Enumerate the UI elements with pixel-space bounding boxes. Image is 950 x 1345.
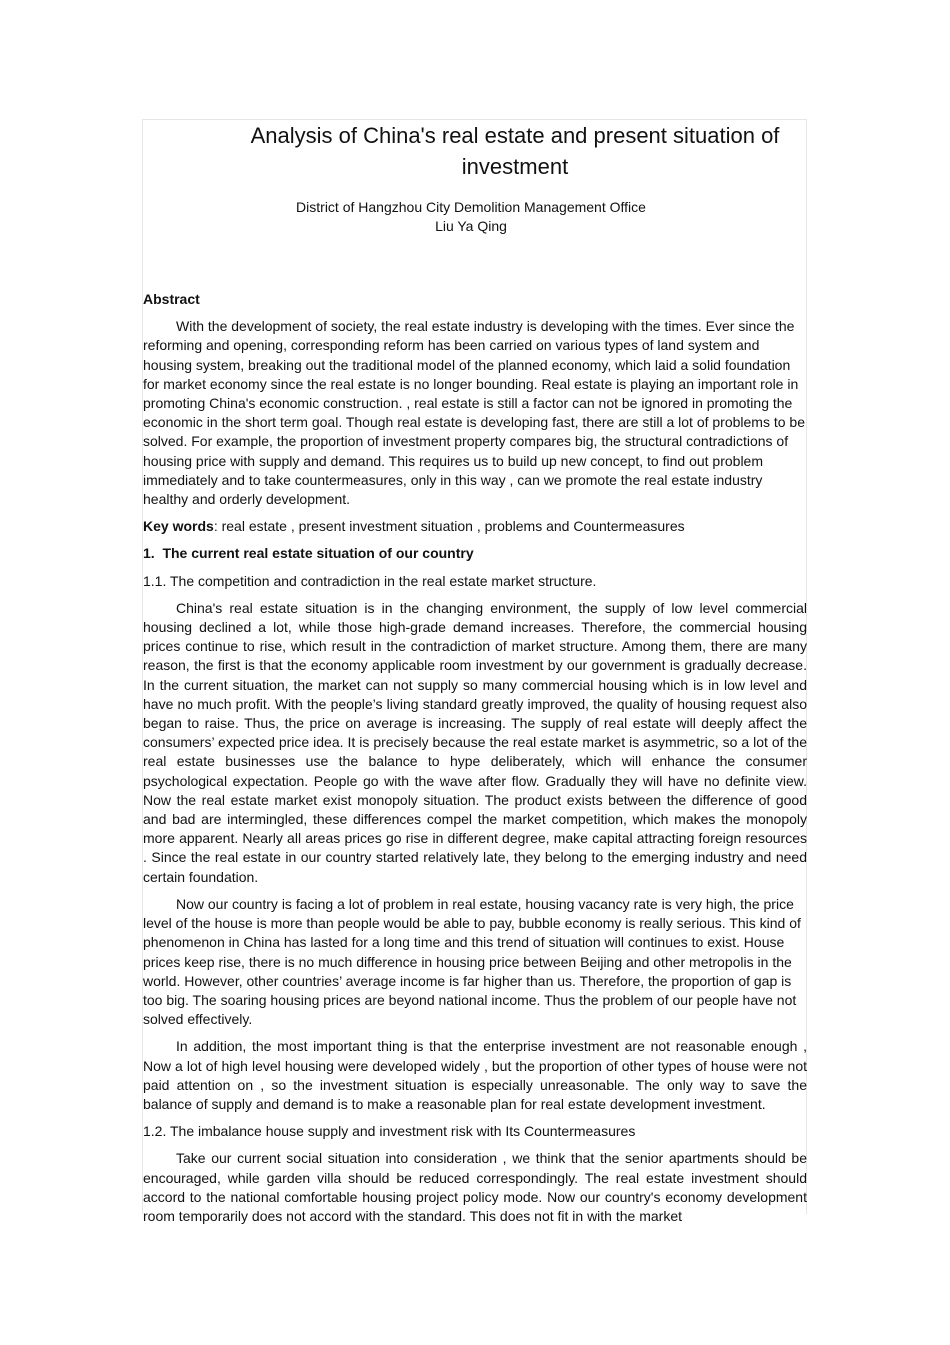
keywords-label: Key words [143,518,214,535]
paragraph-1: China's real estate situation is in the changing environment, the supply of low level commercial housing declined a lot, while those high-grade demand increases. Therefore, the commercial housing prices continue to rise, which result in the contradiction of market structure. Among them, there are many reason, the first is that the economy applicable room investment by our government is gradually decrease. In the current situation, the market can not supply so many commercial housing which is in low level and have no much profit. With the people’s living standard greatly improved, the quality of housing request also began to raise. Thus, the price on average is increasing. The supply of real estate will deeply affect the consumers’ expected price idea. It is precisely because the real estate market is asymmetric, so a lot of the real estate businesses use the balance to hype deliberately, which will enhance the consumer psychological expectation. People go with the wave after flow. Gradually they will have no definite view. Now the real estate market exist monopoly situation. The product exists between the difference of good and bad are intermingled, these differences compel the market competition, which makes the monopoly more apparent. Nearly all areas prices go rise in different degree, make capital attracting foreign resources . Since the real estate in our country started relatively late, they belong to the emerging industry and need certain foundation. [143,599,807,885]
section-1-2-heading: 1.2. The imbalance house supply and investment risk with Its Countermeasures [143,1123,636,1140]
abstract-text: With the development of society, the real estate industry is developing with the times. Ever since the reforming and opening, corresponding reform has been carried on various types of land system and housing system, breaking out the traditional model of the planned economy, which laid a solid foundation for market economy since the real estate is no longer bounding. Real estate is playing an important role in promoting China's economic construction. , real estate is still a factor can not be ignored in promoting the economic in the short term goal. Though real estate is developing fast, there are still a lot of problems to be solved. For example, the proportion of investment property compares big, the structural contradictions of housing price with supply and demand. This requires us to build up new concept, to find out problem immediately and to take countermeasures, only in this way , can we promote the real estate industry healthy and orderly development. [143,318,805,508]
keywords-text: : real estate , present investment situation , problems and Countermeasures [213,518,685,535]
paragraph-3: In addition, the most important thing is that the enterprise investment are not reasonable enough , Now a lot of high level housing were developed widely , but the proportion of other types of house were not paid attention on , so the investment situation is especially unreasonable. The only way to save the balance of supply and demand is to make a reasonable plan for real estate development investment. [143,1038,807,1112]
author-affiliation: District of Hangzhou City Demolition Management Office [296,199,646,215]
paragraph-2: Now our country is facing a lot of problem in real estate, housing vacancy rate is very high, the price level of the house is more than people would be able to pay, bubble economy is really serious. This kind of phenomenon in China has lasted for a long time and this trend of situation will continues to exist. House prices keep rise, there is no much difference in housing price between Beijing and other metropolis in the world. However, other countries’ average income is far higher than us. Therefore, the proportion of gap is too big. The soaring housing prices are beyond national income. Thus the problem of our people have not solved effectively. [143,895,801,1028]
paper-body [143,290,807,1234]
abstract-heading: Abstract [143,291,200,307]
author-name: Liu Ya Qing [435,218,507,234]
paper-title: Analysis of China's real estate and present situation of investment [250,123,780,179]
keywords [143,517,807,536]
paragraph-4: Take our current social situation into consideration , we think that the senior apartments should be encouraged, while garden villa should be reduced correspondingly. The real estate investment should accord to the national comfortable housing project policy mode. Now our country's economy development room temporarily does not accord with the standard. This does not fit in with the market [143,1150,807,1224]
section-1-heading: 1. The current real estate situation of our country [143,545,474,562]
section-1-1-heading: 1.1. The competition and contradiction in the real estate market structure. [143,572,597,589]
